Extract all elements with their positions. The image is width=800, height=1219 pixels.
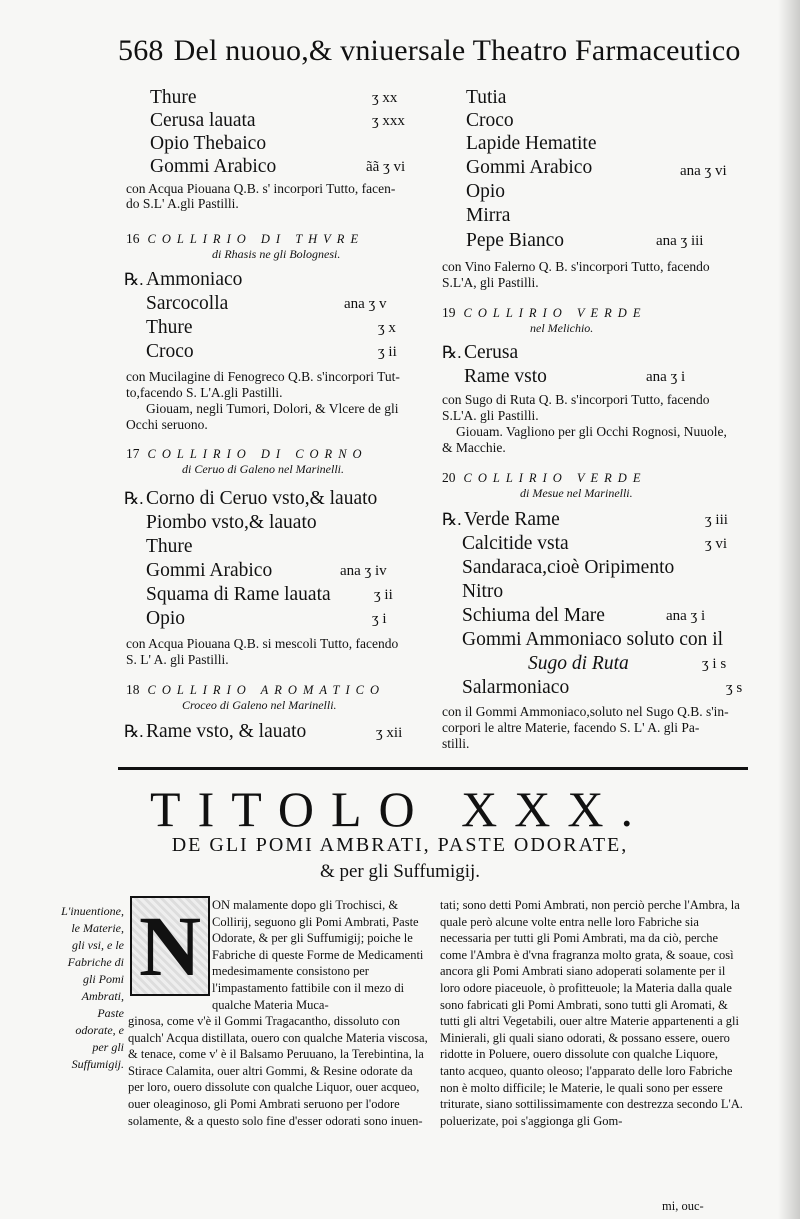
instruction-line: con Mucilagine di Fenogreco Q.B. s'incorpori Tut-	[126, 369, 400, 384]
ingredient-qty: ʒ i	[372, 611, 387, 627]
ingredient-name: Gommi Arabico	[146, 560, 273, 581]
ingredient-name: Ammoniaco	[146, 269, 243, 290]
instruction-line: con Vino Falerno Q. B. s'incorpori Tutto, facendo	[442, 259, 710, 274]
instruction-line: Giouam. Vagliono per gli Occhi Rognosi, Nuuole,	[456, 424, 727, 439]
ingredient-name: Thure	[146, 536, 193, 557]
ingredient-name: Pepe Bianco	[466, 230, 565, 251]
instruction-line: con il Gommi Ammoniaco,soluto nel Sugo Q.B. s'in-	[442, 704, 729, 719]
ingredient-name: Opio	[146, 608, 185, 629]
instruction-line: corpori le altre Materie, facendo S. L' A. gli Pa-	[442, 720, 700, 735]
ingredient-qty: ana ʒ v	[344, 296, 387, 312]
ingredient-name: Sugo di Ruta	[528, 653, 629, 674]
ingredient-qty: ana ʒ iv	[340, 563, 387, 579]
decorated-initial	[130, 896, 210, 996]
instruction-line: S.L'A, gli Pastilli.	[442, 275, 539, 290]
ingredient-name: Cerusa	[464, 342, 519, 363]
ingredient-qty: ʒ s	[726, 680, 743, 696]
ingredient-name: Piombo vsto,& lauato	[146, 512, 317, 533]
ingredient-qty: ana ʒ i	[666, 608, 706, 624]
ingredient-name: Rame vsto	[464, 366, 547, 387]
ingredient-name: Thure	[150, 87, 197, 108]
instruction-line: con Acqua Piouana Q.B. si mescoli Tutto, facendo	[126, 636, 399, 651]
ingredient-name: Corno di Ceruo vsto,& lauato	[146, 488, 378, 509]
recipe-symbol: ℞.	[442, 343, 462, 362]
recipe-symbol: ℞.	[124, 722, 144, 741]
ingredient-name: Sarcocolla	[146, 293, 229, 314]
section-subheading: di Mesue nel Marinelli.	[520, 486, 633, 500]
recipe-symbol: ℞.	[442, 510, 462, 529]
page-number: 568	[118, 34, 164, 67]
ingredient-name: Salarmoniaco	[462, 677, 570, 698]
instruction-line: S. L' A. gli Pastilli.	[126, 652, 229, 667]
ingredient-name: Gommi Ammoniaco soluto con il	[462, 629, 724, 650]
ingredient-name: Rame vsto, & lauato	[146, 721, 307, 742]
section-subheading: di Ceruo di Galeno nel Marinelli.	[182, 462, 344, 476]
ingredient-name: Croco	[146, 341, 194, 362]
running-title: Del nuouo,& vniuersale Theatro Farmaceutico	[173, 34, 741, 67]
ingredient-qty: ãã ʒ vi	[366, 159, 406, 175]
recipe-symbol: ℞.	[124, 489, 144, 508]
section-subheading: nel Melichio.	[530, 321, 594, 335]
ingredient-name: Nitro	[462, 581, 504, 602]
body-text-left-bottom: ginosa, come v'è il Gommi Tragacantho, dissoluto con qualch' Acqua distillata, ouero con qualche Materia viscosa, & tenace, come v' è il Balsamo Peruuano, la Terebintina, la Stirace Calamita, ouer altri Gommi, & Resine odorate da per loro, ouero dissolute con qualche Liquor, ouer acqueo, ouer oleaginoso, gli Pomi Ambrati seruono per l'odore solamente, & a questo solo fine d'esser odorati sono inuen-	[128, 1014, 428, 1128]
initial-letter: N	[138, 898, 202, 994]
instruction-line: & Macchie.	[442, 440, 506, 455]
ingredient-qty: ʒ xx	[372, 90, 398, 106]
ingredient-qty: ʒ xii	[376, 725, 403, 741]
ingredient-name: Lapide Hematite	[466, 133, 597, 154]
ingredient-name: Calcitide vsta	[462, 533, 569, 554]
instruction-line: S.L'A. gli Pastilli.	[442, 408, 539, 423]
body-text-right: tati; sono detti Pomi Ambrati, non perciò perche l'Ambra, la quale però alcune volte entra nelle loro Fabriche sia necessaria per tutti gli Pomi Ambrati, ma da ciò, perche come l'Ambra è d'vna fragranza molto grata, & soaue, così ancora gli Pomi Ambrati siano adoperati solamente per il loro odore piaceuole, ò profitteuole; la Materia dalla quale sono fabricati gli Pomi Ambrati, sono tutti gli Aromati, & tutti gli altri Vegetabili, ouer altre Materie appartenenti a gli Minierali, gli quali siano odorati, & possano essere, ouero ridotte in Poluere, ouero dissolute con qualche Liquore, tanto acqueo, quanto oleoso; l'apparato delle loro Fabriche non è molto difficile; le Materie, le quali sono per essere triturate, siano sottilissimamente con destrezza secondo L'A. poluerizate, poi s'aggionga gli Gom-	[440, 898, 743, 1128]
section-heading: 19 COLLIRIO VERDE	[442, 305, 647, 320]
ingredient-name: Croco	[466, 110, 514, 131]
ingredient-qty: ʒ x	[378, 320, 396, 336]
ingredient-qty: ana ʒ iii	[656, 233, 704, 249]
ingredient-qty: ʒ vi	[705, 536, 728, 552]
instruction-line: Occhi seruono.	[126, 417, 208, 432]
ingredient-name: Thure	[146, 317, 193, 338]
section-heading: 16 COLLIRIO DI THVRE	[126, 231, 365, 246]
ingredient-name: Opio Thebaico	[150, 133, 267, 154]
instruction-line: do S.L' A.gli Pastilli.	[126, 196, 239, 211]
instruction-line: Giouam, negli Tumori, Dolori, & Vlcere de gli	[146, 401, 399, 416]
ingredient-name: Cerusa lauata	[150, 110, 256, 131]
ingredient-name: Gommi Arabico	[466, 157, 593, 178]
ingredient-name: Opio	[466, 181, 505, 202]
ingredient-qty: ʒ ii	[378, 344, 397, 360]
section-subheading: di Rhasis ne gli Bolognesi.	[212, 247, 341, 261]
catchword: mi, ouc-	[662, 1199, 704, 1213]
ingredient-name: Mirra	[466, 205, 511, 226]
ingredient-qty: ʒ xxx	[372, 113, 405, 129]
ingredient-name: Squama di Rame lauata	[146, 584, 331, 605]
ingredient-name: Verde Rame	[464, 509, 560, 530]
section-divider	[118, 767, 748, 770]
body-text-left-top: ON malamente dopo gli Trochisci, & Collirij, seguono gli Pomi Ambrati, Paste Odorate, & per gli Suffumigij; poiche le Fabriche di queste Forme de Medicamenti medesimamente consistono per l'impastamento fattibile con il mezo di qualche Materia Muca-	[212, 898, 424, 1012]
instruction-line: con Acqua Piouana Q.B. s' incorpori Tutto, facen-	[126, 181, 396, 196]
ingredient-qty: ʒ iii	[705, 512, 728, 528]
chapter-subtitle-line2: & per gli Suffumigij.	[319, 861, 481, 882]
ingredient-qty: ʒ i s	[702, 656, 727, 672]
running-header	[118, 34, 741, 68]
instruction-line: to,facendo S. L'A.gli Pastilli.	[126, 385, 283, 400]
instruction-line: stilli.	[442, 736, 470, 751]
section-heading: 18 COLLIRIO AROMATICO	[126, 682, 386, 697]
ingredient-qty: ʒ ii	[374, 587, 393, 603]
ingredient-qty: ana ʒ vi	[680, 163, 727, 179]
instruction-line: con Sugo di Ruta Q. B. s'incorpori Tutto, facendo	[442, 392, 710, 407]
chapter-subtitle: DE GLI POMI AMBRATI, PASTE ODORATE,	[171, 834, 629, 856]
ingredient-name: Sandaraca,cioè Oripimento	[462, 557, 675, 578]
chapter-title: TITOLO XXX.	[150, 781, 650, 837]
ingredient-name: Schiuma del Mare	[462, 605, 605, 626]
section-heading: 17 COLLIRIO DI CORNO	[126, 446, 368, 461]
recipe-symbol: ℞.	[124, 270, 144, 289]
section-heading: 20 COLLIRIO VERDE	[442, 470, 647, 485]
margin-note: L'inuentione, le Materie, gli vsi, e le Fabriche di gli Pomi Ambrati, Paste odorate, e per gli Suffumigij.	[61, 904, 124, 1071]
ingredient-name: Tutia	[466, 87, 507, 108]
ingredient-name: Gommi Arabico	[150, 156, 277, 177]
ingredient-qty: ana ʒ i	[646, 369, 686, 385]
section-subheading: Croceo di Galeno nel Marinelli.	[182, 698, 337, 712]
